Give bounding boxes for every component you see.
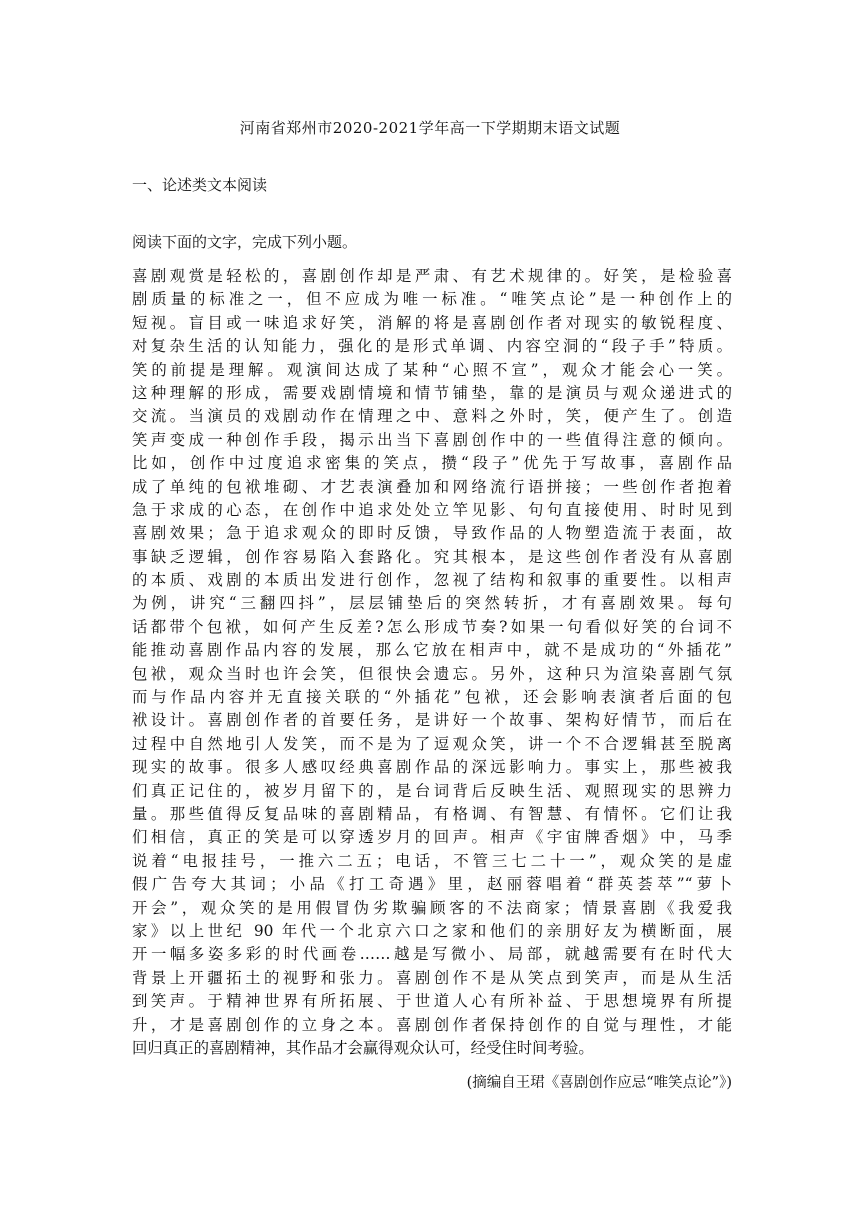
passage-line: 到笑声。于精神世界有所拓展、于世道人心有所补益、于思想境界有所提 <box>132 992 732 1011</box>
reading-instruction: 阅读下面的文字，完成下列小题。 <box>132 233 358 251</box>
passage-line: 这种理解的形成，需要戏剧情境和情节铺垫，靠的是演员与观众递进式的 <box>132 383 732 402</box>
passage-line: 喜剧效果；急于追求观众的即时反馈，导致作品的人物塑造流于表面，故 <box>132 524 732 543</box>
passage-line: 包袱，观众当时也许会笑，但很快会遗忘。另外，这种只为渲染喜剧气氛 <box>132 664 732 683</box>
document-title: 河南省郑州市2020-2021学年高一下学期期末语文试题 <box>239 119 621 137</box>
passage-line: 现实的故事。很多人感叹经典喜剧作品的深远影响力。事实上，那些被我 <box>132 758 732 777</box>
passage-line: 开会”，观众笑的是用假冒伪劣欺骗顾客的不法商家；情景喜剧《我爱我 <box>132 898 732 917</box>
passage-line: 能推动喜剧作品内容的发展，那么它放在相声中，就不是成功的“外插花” <box>132 641 732 660</box>
passage-line: 成了单纯的包袱堆砌、才艺表演叠加和网络流行语拼接；一些创作者抱着 <box>132 477 732 496</box>
passage-line: 笑声变成一种创作手段，揭示出当下喜剧创作中的一些值得注意的倾向。 <box>132 430 732 449</box>
passage-line: 们相信，真正的笑是可以穿透岁月的回声。相声《宇宙牌香烟》中，马季 <box>132 828 732 847</box>
passage-line: 回归真正的喜剧精神，其作品才会赢得观众认可，经受住时间考验。 <box>132 1038 594 1057</box>
passage-line: 笑的前提是理解。观演间达成了某种“心照不宣”，观众才能会心一笑。 <box>132 360 732 379</box>
passage-line: 比如，创作中过度追求密集的笑点，攒“段子”优先于写故事，喜剧作品 <box>132 454 732 473</box>
passage-line: 升，才是喜剧创作的立身之本。喜剧创作者保持创作的自觉与理性，才能 <box>132 1015 732 1034</box>
passage-line: 的本质、戏剧的本质出发进行创作，忽视了结构和叙事的重要性。以相声 <box>132 571 732 590</box>
passage-line: 剧质量的标准之一，但不应成为唯一标准。“唯笑点论”是一种创作上的 <box>132 290 732 309</box>
passage-line: 背景上开疆拓土的视野和张力。喜剧创作不是从笑点到笑声，而是从生活 <box>132 968 732 987</box>
passage-line: 家》以上世纪 90 年代一个北京六口之家和他们的亲朋好友为横断面，展 <box>132 921 732 940</box>
passage-line: 过程中自然地引人发笑，而不是为了逗观众笑，讲一个不合逻辑甚至脱离 <box>132 734 732 753</box>
passage-line: 话都带个包袱，如何产生反差?怎么形成节奏?如果一句看似好笑的台词不 <box>132 617 732 636</box>
passage-line: 量。那些值得反复品味的喜剧精品，有格调、有智慧、有情怀。它们让我 <box>132 804 732 823</box>
passage-line: 急于求成的心态，在创作中追求处处立竿见影、句句直接使用、时时见到 <box>132 500 732 519</box>
passage-line: 说着“电报挂号，一推六二五；电话，不管三七二十一”，观众笑的是虚 <box>132 851 732 870</box>
passage-line: 们真正记住的，被岁月留下的，是台词背后反映生活、观照现实的思辨力 <box>132 781 732 800</box>
passage-line: 而与作品内容并无直接关联的“外插花”包袱，还会影响表演者后面的包 <box>132 688 732 707</box>
passage-line: 开一幅多姿多彩的时代画卷……越是写微小、局部，就越需要有在时代大 <box>132 945 732 964</box>
passage-line: 对复杂生活的认知能力，强化的是形式单调、内容空洞的“段子手”特质。 <box>132 337 732 356</box>
section-heading: 一、论述类文本阅读 <box>132 176 268 194</box>
passage-line: 短视。盲目或一味追求好笑，消解的将是喜剧创作者对现实的敏锐程度、 <box>132 313 732 332</box>
passage-line: 为例，讲究“三翻四抖”，层层铺垫后的突然转折，才有喜剧效果。每句 <box>132 594 732 613</box>
source-citation: (摘编自王珺《喜剧创作应忌“唯笑点论”》) <box>466 1075 732 1091</box>
passage-line: 交流。当演员的戏剧动作在情理之中、意料之外时，笑，便产生了。创造 <box>132 407 732 426</box>
passage-body <box>132 265 732 1060</box>
passage-line: 喜剧观赏是轻松的，喜剧创作却是严肃、有艺术规律的。好笑，是检验喜 <box>132 267 732 285</box>
passage-line: 袱设计。喜剧创作者的首要任务，是讲好一个故事、架构好情节，而后在 <box>132 711 732 730</box>
passage-line: 假广告夸大其词；小品《打工奇遇》里，赵丽蓉唱着“群英荟萃”“萝卜 <box>132 875 732 894</box>
passage-line: 事缺乏逻辑，创作容易陷入套路化。究其根本，是这些创作者没有从喜剧 <box>132 547 732 566</box>
